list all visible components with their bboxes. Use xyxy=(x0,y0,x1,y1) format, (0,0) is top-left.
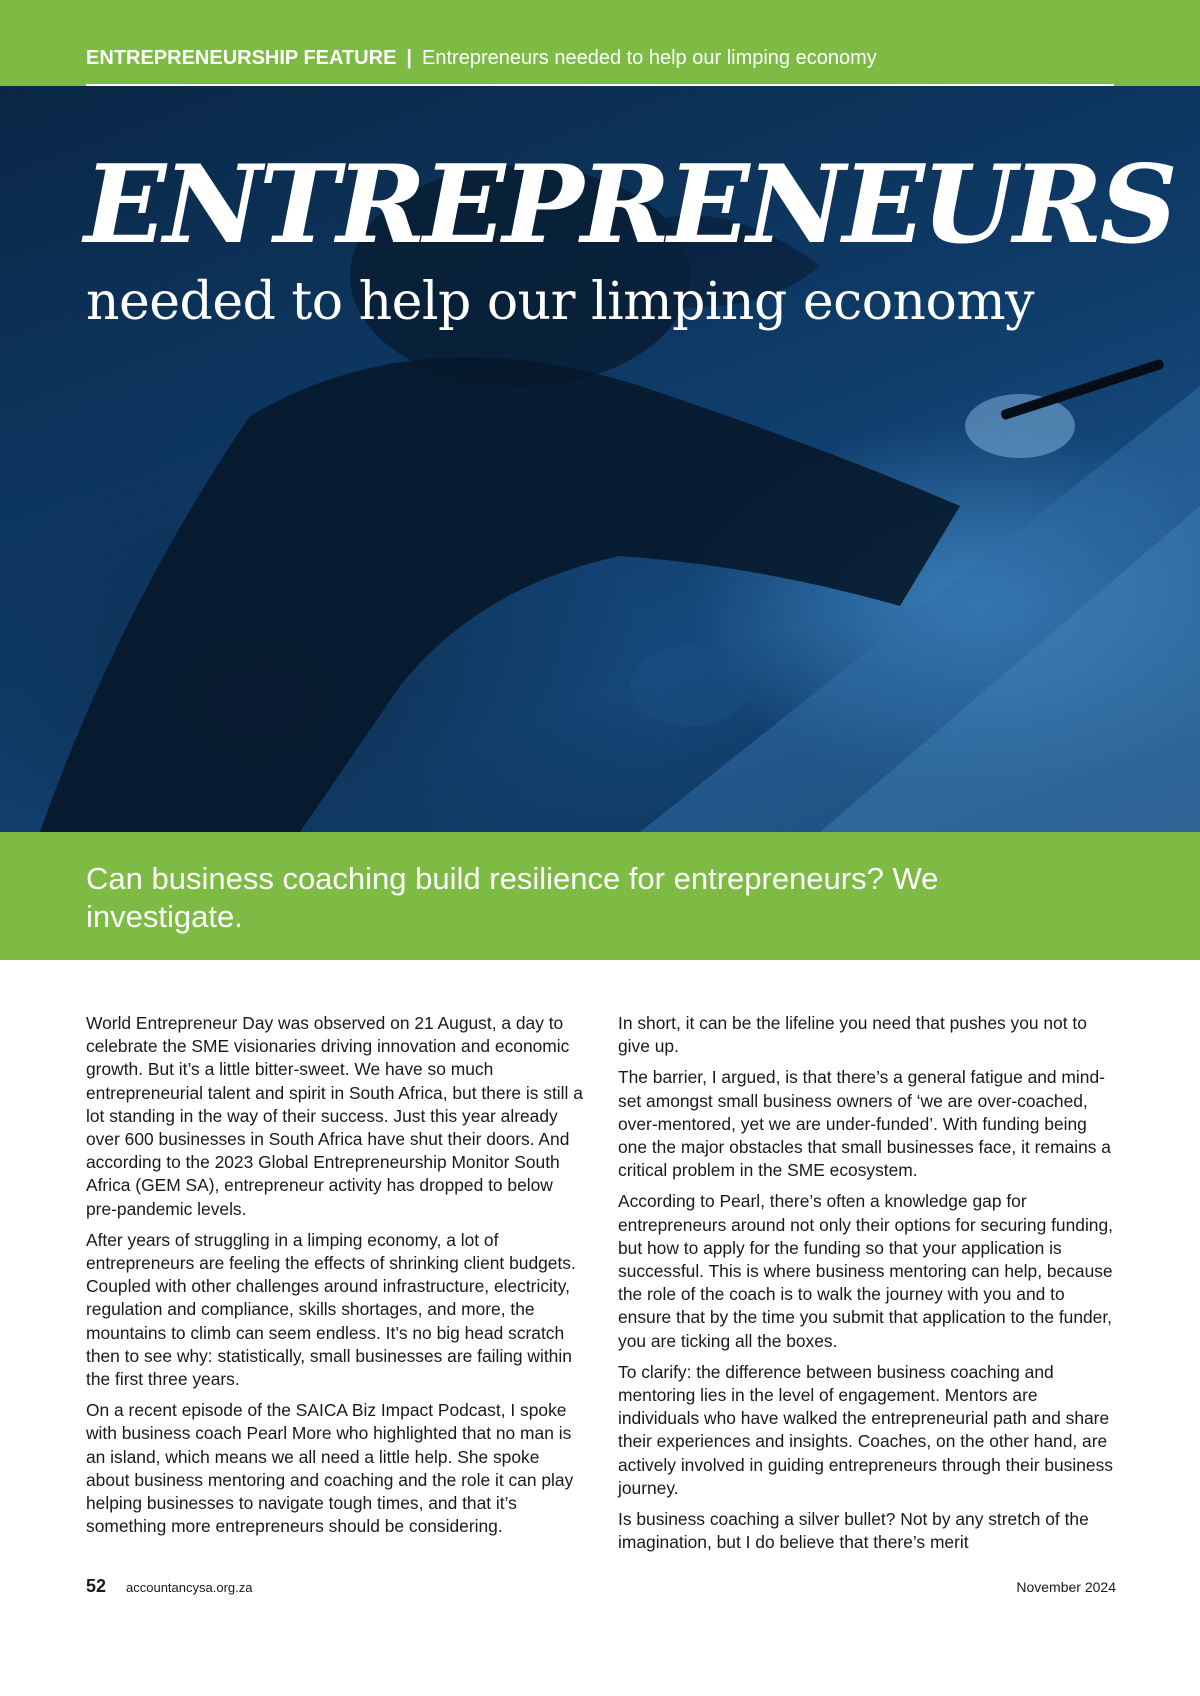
hero-image xyxy=(0,86,1200,832)
body-paragraph: In short, it can be the lifeline you need that pushes you not to give up. xyxy=(618,1013,1087,1057)
header-separator: | xyxy=(406,47,413,69)
deck-text: Can business coaching build resilience for entrepreneurs? We investigate. xyxy=(86,861,939,934)
page-footer xyxy=(0,1576,1200,1606)
body-paragraph: To clarify: the difference between business coaching and mentoring lies in the level of engagement. Mentors are individuals who have walked the entrepreneurial path and share their experiences and insights. Coaches, on the other hand, are actively involved in guiding entrepreneurs through their business journey. xyxy=(618,1361,1113,1498)
issue-date: November 2024 xyxy=(1016,1579,1116,1595)
body-column-left xyxy=(86,1012,586,1546)
deck-banner xyxy=(0,832,1200,960)
website-link[interactable]: accountancysa.org.za xyxy=(126,1580,253,1595)
body-paragraph: On a recent episode of the SAICA Biz Impact Podcast, I spoke with business coach Pearl More who highlighted that no man is an island, which means we all need a little help. She spoke about business mentoring and coaching and the role it can play helping businesses to navigate tough times, and that it’s something more entrepreneurs should be considering. xyxy=(86,1400,574,1537)
page-number: 52 xyxy=(86,1576,107,1596)
header-article-title: Entrepreneurs needed to help our limping economy xyxy=(422,47,877,69)
body-paragraph: After years of struggling in a limping economy, a lot of entrepreneurs are feeling the effects of shrinking client budgets. Coupled with other challenges around infrastructure, electricity, regulation and compliance, skills shortages, and more, the mountains to climb can seem endless. It’s no big head scratch then to see why: statistically, small businesses are failing within the first three years. xyxy=(86,1229,576,1390)
body-paragraph: According to Pearl, there’s often a knowledge gap for entrepreneurs around not only their options for securing funding, but how to apply for the funding so that your application is successful. This is where business mentoring can help, because the role of the coach is to walk the journey with you and to ensure that by the time you submit that application to the funder, you are ticking all the boxes. xyxy=(618,1191,1113,1351)
body-paragraph: World Entrepreneur Day was observed on 21 August, a day to celebrate the SME visionaries driving innovation and economic growth. But it’s a little bitter-sweet. We have so much entrepreneurial talent and spirit in South Africa, but there is still a lot standing in the way of their success. Just this year already over 600 businesses in South Africa have shut their doors. And according to the 2023 Global Entrepreneurship Monitor South Africa (GEM SA), entrepreneur activity has dropped to below pre-pandemic levels. xyxy=(86,1013,583,1219)
running-header xyxy=(86,47,877,70)
body-paragraph: The barrier, I argued, is that there’s a general fatigue and mind-set amongst small business owners of ‘we are over-coached, over-mentored, yet we are under-funded’. With funding being one the major obstacles that small businesses face, it remains a critical problem in the SME ecosystem. xyxy=(618,1067,1111,1181)
body-paragraph: Is business coaching a silver bullet? Not by any stretch of the imagination, but I do believe that there’s merit xyxy=(618,1509,1089,1553)
section-label: ENTREPRENEURSHIP FEATURE xyxy=(86,47,397,69)
headline: ENTREPRENEURS xyxy=(84,142,1175,268)
body-column-right xyxy=(618,1012,1118,1562)
subheadline: needed to help our limping economy xyxy=(86,272,1035,332)
header-bar xyxy=(0,0,1200,86)
